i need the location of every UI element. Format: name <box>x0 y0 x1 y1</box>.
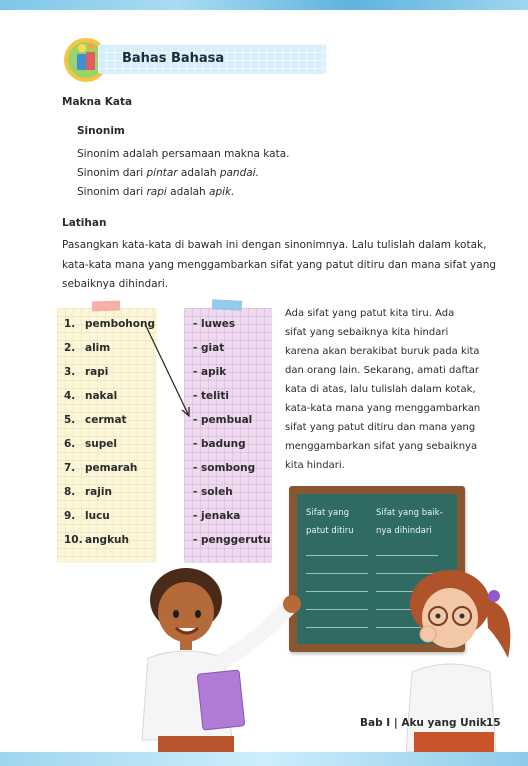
latihan-heading: Latihan <box>62 217 107 229</box>
word-list-item: pemarah <box>85 462 138 474</box>
synonym-list-item: - pembual <box>193 414 253 426</box>
side-paragraph-line: sifat yang patut ditiru dan mana yang <box>285 422 476 433</box>
section-title: Bahas Bahasa <box>122 51 225 66</box>
sinonim-heading: Sinonim <box>77 125 125 137</box>
side-paragraph-line: dan orang lain. Sekarang, amati daftar <box>285 365 479 376</box>
word-list-number: 2. <box>64 342 76 354</box>
synonym-list-item: - teliti <box>193 390 229 402</box>
word-list-item: alim <box>85 342 111 354</box>
tape-decoration <box>212 299 242 311</box>
word-list-item: pembohong <box>85 318 155 330</box>
sinonim-example-2: Sinonim dari rapi adalah apik. <box>77 186 235 198</box>
side-paragraph-line: kata-kata mana yang menggambarkan <box>285 403 481 414</box>
synonym-list-item: - soleh <box>193 486 233 498</box>
word-list-item: rapi <box>85 366 109 378</box>
word-list-number: 8. <box>64 486 76 498</box>
synonym-list-item: - penggerutu <box>193 534 271 546</box>
board-col2-label-1: Sifat yang baik- <box>376 508 443 518</box>
makna-kata-heading: Makna Kata <box>62 96 133 108</box>
synonym-list-item: - sombong <box>193 462 256 474</box>
latihan-instruction-3: sebaiknya dihindari. <box>62 278 169 290</box>
side-paragraph-line: menggambarkan sifat yang sebaiknya <box>285 441 478 452</box>
synonym-list-item: - apik <box>193 366 227 378</box>
board-col1-label-2: patut ditiru <box>306 526 354 536</box>
synonym-list-item: - jenaka <box>193 510 241 522</box>
word-list-item: cermat <box>85 414 127 426</box>
word-list-item: supel <box>85 438 117 450</box>
page-number: 15 <box>486 717 501 729</box>
board-writing-line <box>306 555 368 556</box>
synonym-list-item: - luwes <box>193 318 236 330</box>
word-list-number: 1. <box>64 318 76 330</box>
word-list-number: 4. <box>64 390 76 402</box>
synonym-list-item: - badung <box>193 438 246 450</box>
word-list-number: 6. <box>64 438 76 450</box>
chapter-footer: Bab I | Aku yang Unik <box>360 717 487 729</box>
word-list-item: rajin <box>85 486 112 498</box>
word-list-item: angkuh <box>85 534 130 546</box>
bottom-decoration-band <box>0 752 528 766</box>
latihan-instruction-2: kata-kata mana yang menggambarkan sifat yang patut ditiru dan mana sifat yang <box>62 259 497 271</box>
word-list-number: 10. <box>64 534 83 546</box>
word-list-number: 9. <box>64 510 76 522</box>
word-list-number: 3. <box>64 366 76 378</box>
side-paragraph-line: karena akan berakibat buruk pada kita <box>285 346 480 357</box>
tape-decoration <box>92 301 120 312</box>
side-paragraph-line: Ada sifat yang patut kita tiru. Ada <box>285 308 455 319</box>
sinonim-example-1: Sinonim dari pintar adalah pandai. <box>77 167 259 179</box>
side-paragraph-line: sifat yang sebaiknya kita hindari <box>285 327 449 338</box>
board-col2-label-2: nya dihindari <box>376 526 432 536</box>
board-writing-line <box>376 555 438 556</box>
sinonim-definition: Sinonim adalah persamaan makna kata. <box>77 148 290 160</box>
top-decoration-band <box>0 0 528 10</box>
latihan-instruction-1: Pasangkan kata-kata di bawah ini dengan sinonimnya. Lalu tulislah dalam kotak, <box>62 239 487 251</box>
board-col1-label-1: Sifat yang <box>306 508 350 518</box>
boy-illustration <box>128 560 318 752</box>
word-list-item: lucu <box>85 510 110 522</box>
side-paragraph-line: kata di atas, lalu tulislah dalam kotak, <box>285 384 476 395</box>
side-paragraph-line: kita hindari. <box>285 460 345 471</box>
synonym-list-item: - giat <box>193 342 225 354</box>
word-list-number: 7. <box>64 462 76 474</box>
match-line <box>140 318 200 428</box>
word-list-number: 5. <box>64 414 76 426</box>
word-list-item: nakal <box>85 390 118 402</box>
